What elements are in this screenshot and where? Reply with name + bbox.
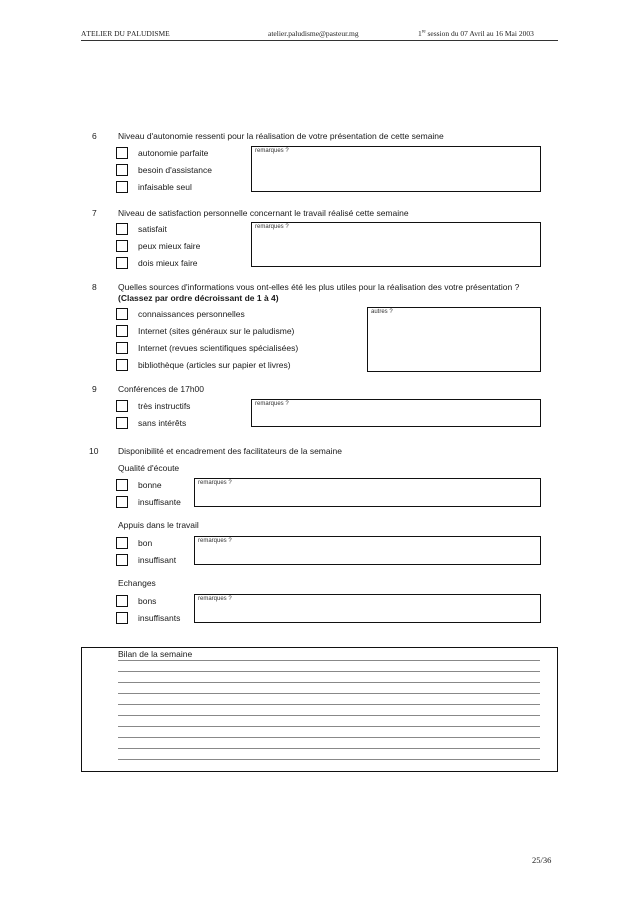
writing-line [118,715,540,716]
option-label: connaissances personnelles [138,309,245,319]
question-8-number: 8 [92,282,97,292]
header-title: ATELIER DU PALUDISME [81,29,170,38]
question-7-text: Niveau de satisfaction personnelle concernant le travail réalisé cette semaine [118,208,409,218]
checkbox-echanges-bons[interactable] [116,595,128,607]
remarks-field-ecoute[interactable] [194,478,541,507]
option-label: insuffisant [138,555,177,565]
header-session: 1re session du 07 Avril au 16 Mai 2003 [418,29,534,38]
other-field-q8[interactable] [367,307,541,372]
checkbox-appuis-insuffisant[interactable] [116,554,128,566]
bilan-box[interactable] [81,647,558,772]
remarks-label: remarques ? [198,538,232,544]
header-divider [81,40,558,41]
option-label: très instructifs [138,401,191,411]
question-6-number: 6 [92,131,97,141]
option-label: bibliothèque (articles sur papier et livres) [138,360,291,370]
writing-line [118,704,540,705]
remarks-field-appuis[interactable] [194,536,541,565]
checkbox-sans-interets[interactable] [116,417,128,429]
writing-line [118,671,540,672]
checkbox-tres-instructifs[interactable] [116,400,128,412]
question-8-instruction: (Classez par ordre décroissant de 1 à 4) [118,293,279,303]
option-label: peux mieux faire [138,241,201,251]
checkbox-connaissances[interactable] [116,308,128,320]
option-label: insuffisants [138,613,181,623]
question-9-text: Conférences de 17h00 [118,384,205,394]
remarks-field-q9[interactable] [251,399,541,427]
option-label: bonne [138,480,162,490]
checkbox-autonomie-parfaite[interactable] [116,147,128,159]
header-email: atelier.paludisme@pasteur.mg [268,29,359,38]
option-label: autonomie parfaite [138,148,209,158]
writing-line [118,759,540,760]
option-label: bon [138,538,153,548]
remarks-label: remarques ? [198,596,232,602]
option-label: bons [138,596,157,606]
checkbox-echanges-insuffisants[interactable] [116,612,128,624]
checkbox-dois-mieux-faire[interactable] [116,257,128,269]
section-title-echanges: Echanges [118,578,156,588]
section-title-ecoute: Qualité d'écoute [118,463,180,473]
writing-line [118,737,540,738]
question-10-number: 10 [89,446,99,456]
question-8-text: Quelles sources d'informations vous ont-elles été les plus utiles pour la réalisation des votre présentation ? [118,282,520,292]
writing-line [118,693,540,694]
checkbox-appuis-bon[interactable] [116,537,128,549]
page-number: 25/36 [532,855,552,865]
bilan-title: Bilan de la semaine [118,649,193,659]
checkbox-besoin-assistance[interactable] [116,164,128,176]
section-title-appuis: Appuis dans le travail [118,520,199,530]
checkbox-ecoute-bonne[interactable] [116,479,128,491]
question-10-text: Disponibilité et encadrement des facilitateurs de la semaine [118,446,342,456]
option-label: besoin d'assistance [138,165,212,175]
checkbox-infaisable-seul[interactable] [116,181,128,193]
checkbox-bibliotheque[interactable] [116,359,128,371]
remarks-label: remarques ? [198,480,232,486]
remarks-field-echanges[interactable] [194,594,541,623]
writing-line [118,726,540,727]
question-9-number: 9 [92,384,97,394]
other-label: autres ? [371,309,393,315]
option-label: dois mieux faire [138,258,198,268]
checkbox-satisfait[interactable] [116,223,128,235]
remarks-label: remarques ? [255,224,289,230]
option-label: satisfait [138,224,167,234]
checkbox-internet-sites[interactable] [116,325,128,337]
writing-line [118,660,540,661]
option-label: Internet (revues scientifiques spécialisées) [138,343,299,353]
checkbox-peux-mieux-faire[interactable] [116,240,128,252]
question-7-number: 7 [92,208,97,218]
option-label: insuffisante [138,497,181,507]
remarks-label: remarques ? [255,401,289,407]
remarks-field-q7[interactable] [251,222,541,267]
option-label: Internet (sites généraux sur le paludisme) [138,326,295,336]
checkbox-ecoute-insuffisante[interactable] [116,496,128,508]
writing-line [118,682,540,683]
remarks-label: remarques ? [255,148,289,154]
question-6-text: Niveau d'autonomie ressenti pour la réalisation de votre présentation de cette semaine [118,131,444,141]
option-label: sans intérêts [138,418,187,428]
option-label: infaisable seul [138,182,192,192]
checkbox-internet-revues[interactable] [116,342,128,354]
remarks-field-q6[interactable] [251,146,541,192]
writing-line [118,748,540,749]
